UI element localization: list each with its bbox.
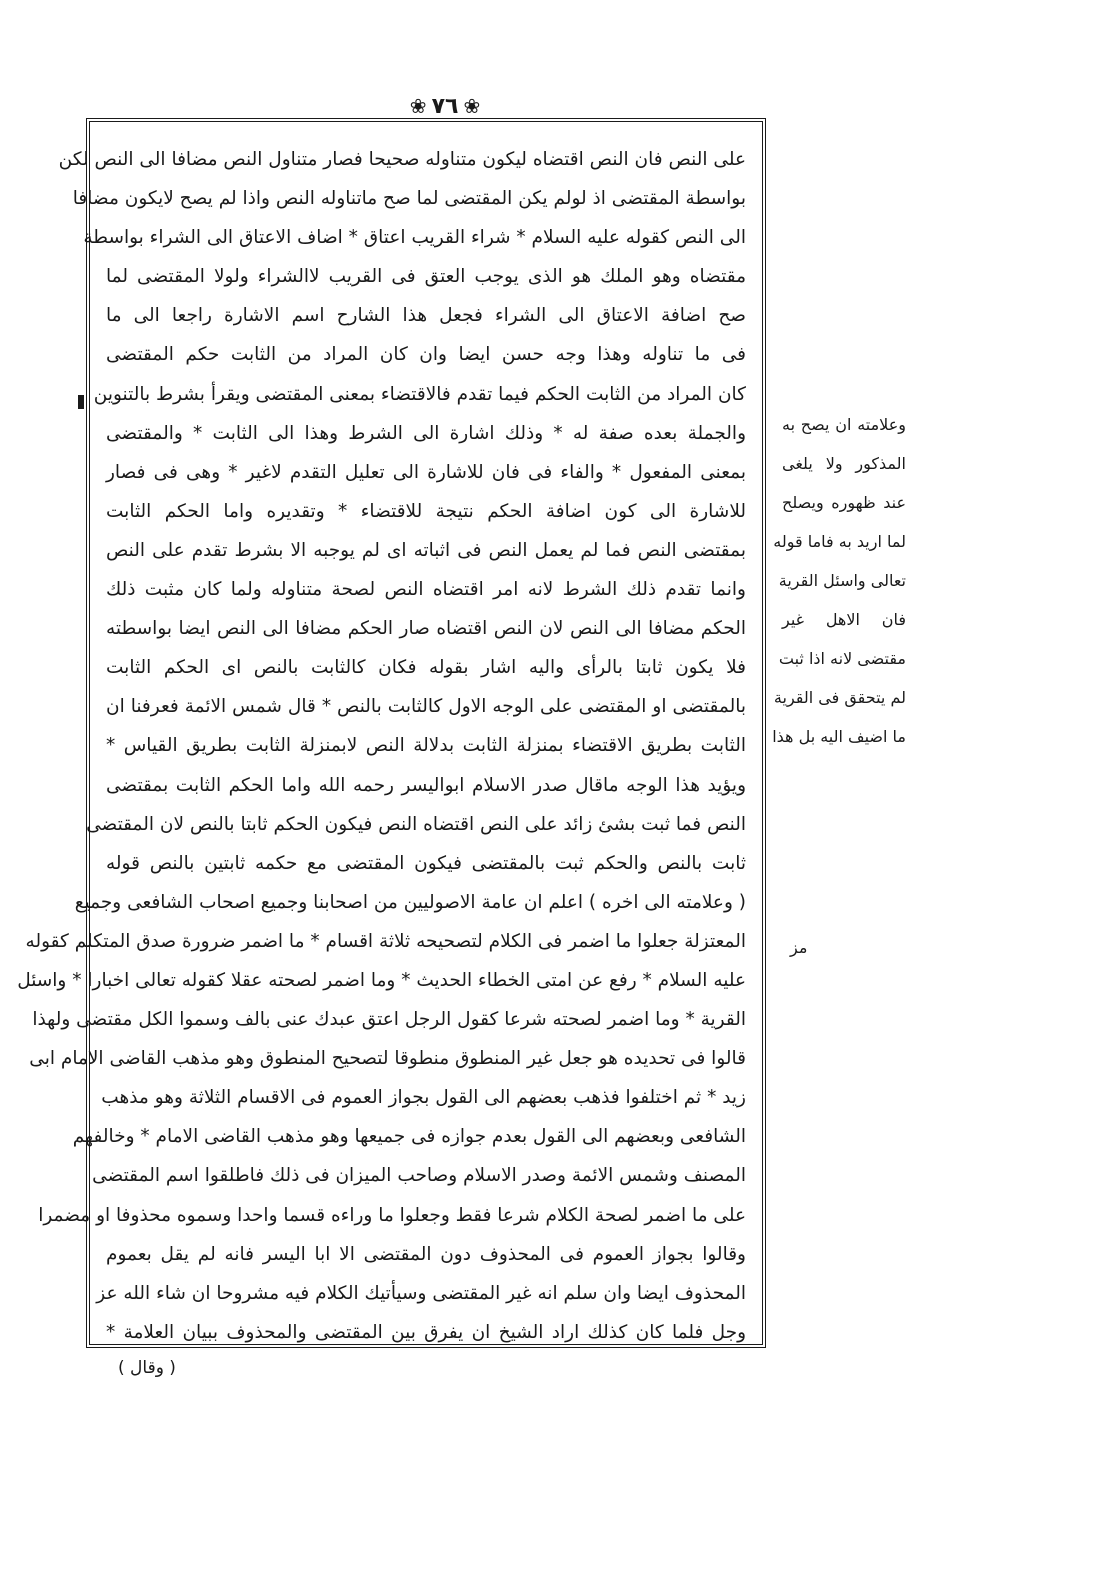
- margin-line: تعالى واسئل القرية: [778, 571, 906, 590]
- text-line: والجملة بعده صفة له * وذلك اشارة الى الشرط وهذا الى الثابت * والمقتضى: [106, 422, 746, 444]
- text-line: على ما اضمر لصحة الكلام شرعا فقط وجعلوا ما وراءه قسما واحدا وسموه محذوفا او مضمرا: [38, 1204, 746, 1226]
- main-text-body: [17, 140, 746, 1352]
- margin-line: فان الاهل غير: [782, 610, 906, 629]
- margin-line: ما اضيف اليه بل هذا: [772, 727, 906, 746]
- text-line: على النص فان النص اقتضاه ليكون متناوله صحيحا فصار متناول النص مضافا الى النص لكن: [58, 149, 746, 170]
- text-line: بواسطة المقتضى اذ لولم يكن المقتضى لما صح ماتناوله النص واذا لم يصح لايكون مضافا: [72, 188, 746, 210]
- ornament-left: ❀: [409, 94, 427, 118]
- text-line: بمقتضى النص فما لم يعمل النص فى اثباته اى لم يوجبه الا بشرط تقدم على النص: [106, 539, 746, 561]
- margin-line: وعلامته ان يصح به: [782, 415, 906, 434]
- text-line: وانما تقدم ذلك الشرط لانه امر اقتضاه النص لصحة متناوله ولما كان مثبت ذلك: [106, 579, 746, 601]
- text-line: قالوا فى تحديده هو جعل غير المنطوق منطوقا لتصحيح المنطوق وهو مذهب القاضى الامام ابى: [29, 1048, 746, 1070]
- margin-line: مقتضى لانه اذا ثبت: [778, 649, 906, 668]
- text-line: المحذوف ايضا وان سلم انه غير المقتضى وسيأتيك الكلام فيه مشروحا ان شاء الله عز: [96, 1282, 746, 1304]
- text-line: فلا يكون ثابتا بالرأى واليه اشار بقوله فكان كالثابت بالنص اى الحكم الثابت: [106, 657, 746, 679]
- margin-line: عند ظهوره ويصلح: [782, 493, 906, 512]
- text-line: ثابت بالنص والحكم ثبت بالمقتضى فيكون المقتضى مع حكمه ثابتين بالنص قوله: [106, 852, 746, 874]
- text-line: وجل فلما كان كذلك اراد الشيخ ان يفرق بين المقتضى والمحذوف ببيان العلامة *: [106, 1321, 746, 1343]
- margin-mark: مز: [790, 938, 808, 957]
- text-line: صح اضافة الاعتاق الى الشراء فجعل هذا الشارح اسم الاشارة راجعا الى ما: [106, 305, 746, 327]
- text-line: مقتضاه وهو الملك هو الذى يوجب العتق فى القريب لاالشراء ولولا المقتضى لما: [106, 266, 746, 288]
- margin-line: لم يتحقق فى القرية: [773, 688, 906, 707]
- page-number: ٧٦: [431, 94, 459, 119]
- main-text-frame: [17, 118, 766, 1348]
- text-line: عليه السلام * رفع عن امتى الخطاء الحديث * وما اضمر لصحته عقلا كقوله تعالى اخبارا * واسئل: [17, 969, 746, 991]
- margin-tick: [78, 395, 84, 409]
- text-line: كان المراد من الثابت الحكم فيما تقدم فالاقتضاء بمعنى المقتضى ويقرأ بشرط بالتنوين: [93, 383, 746, 405]
- text-line: بمعنى المفعول * والفاء فى فان للاشارة الى تعليل التقدم لاغير * وهى فى فصار: [106, 461, 746, 483]
- text-line: الثابت بطريق الاقتضاء بمنزلة الثابت بدلالة النص لابمنزلة الثابت بطريق القياس *: [106, 735, 746, 757]
- text-line: للاشارة الى كون اضافة الحكم نتيجة للاقتضاء * وتقديره واما الحكم الثابت: [106, 500, 746, 522]
- text-line: المصنف وشمس الائمة وصدر الاسلام وصاحب الميزان فى ذلك فاطلقوا اسم المقتضى: [92, 1165, 746, 1187]
- text-line: ( وعلامته الى اخره ) اعلم ان عامة الاصوليين من اصحابنا وجميع اصحاب الشافعى وجميع: [74, 891, 746, 913]
- text-line: الحكم مضافا الى النص لان النص اقتضاه صار الحكم مضافا الى النص ايضا بواسطته: [106, 618, 746, 640]
- text-line: ويؤيد هذا الوجه ماقال صدر الاسلام ابواليسر رحمه الله واما الحكم الثابت بمقتضى: [106, 774, 746, 796]
- text-line: الى النص كقوله عليه السلام * شراء القريب اعتاق * اضاف الاعتاق الى الشراء بواسطة: [83, 227, 746, 249]
- text-line: النص فما ثبت بشئ زائد على النص اقتضاه النص فيكون الحكم ثابتا بالنص لان المقتضى: [86, 813, 746, 835]
- catchword: ( وقال ): [118, 1358, 176, 1378]
- text-line: بالمقتضى او المقتضى على الوجه الاول كالثابت بالنص * قال شمس الائمة فعرفنا ان: [106, 696, 746, 718]
- text-line: الشافعى وبعضهم الى القول بعدم جوازه فى جميعها وهو مذهب القاضى الامام * وخالفهم: [72, 1126, 746, 1148]
- margin-line: لما اريد به فاما قوله: [773, 532, 906, 551]
- margin-commentary: [772, 405, 906, 756]
- text-line: المعتزلة جعلوا ما اضمر فى الكلام لتصحيحه ثلاثة اقسام * ما اضمر ضرورة صدق المتكلم كقوله: [25, 930, 746, 952]
- text-line: فى ما تناوله وهذا وجه حسن ايضا وان كان المراد من الثابت حكم المقتضى: [106, 344, 746, 366]
- text-line: وقالوا بجواز العموم فى المحذوف دون المقتضى الا ابا اليسر فانه لم يقل بعموم: [106, 1243, 746, 1265]
- ornament-right: ❀: [463, 94, 481, 118]
- text-line: القرية * وما اضمر لصحته شرعا كقول الرجل اعتق عبدك عنى بالف وسموا الكل مقتضى ولهذا: [32, 1009, 746, 1031]
- text-line: زيد * ثم اختلفوا فذهب بعضهم الى القول بجواز العموم فى الاقسام الثلاثة وهو مذهب: [101, 1087, 746, 1109]
- margin-line: المذكور ولا يلغى: [782, 454, 906, 473]
